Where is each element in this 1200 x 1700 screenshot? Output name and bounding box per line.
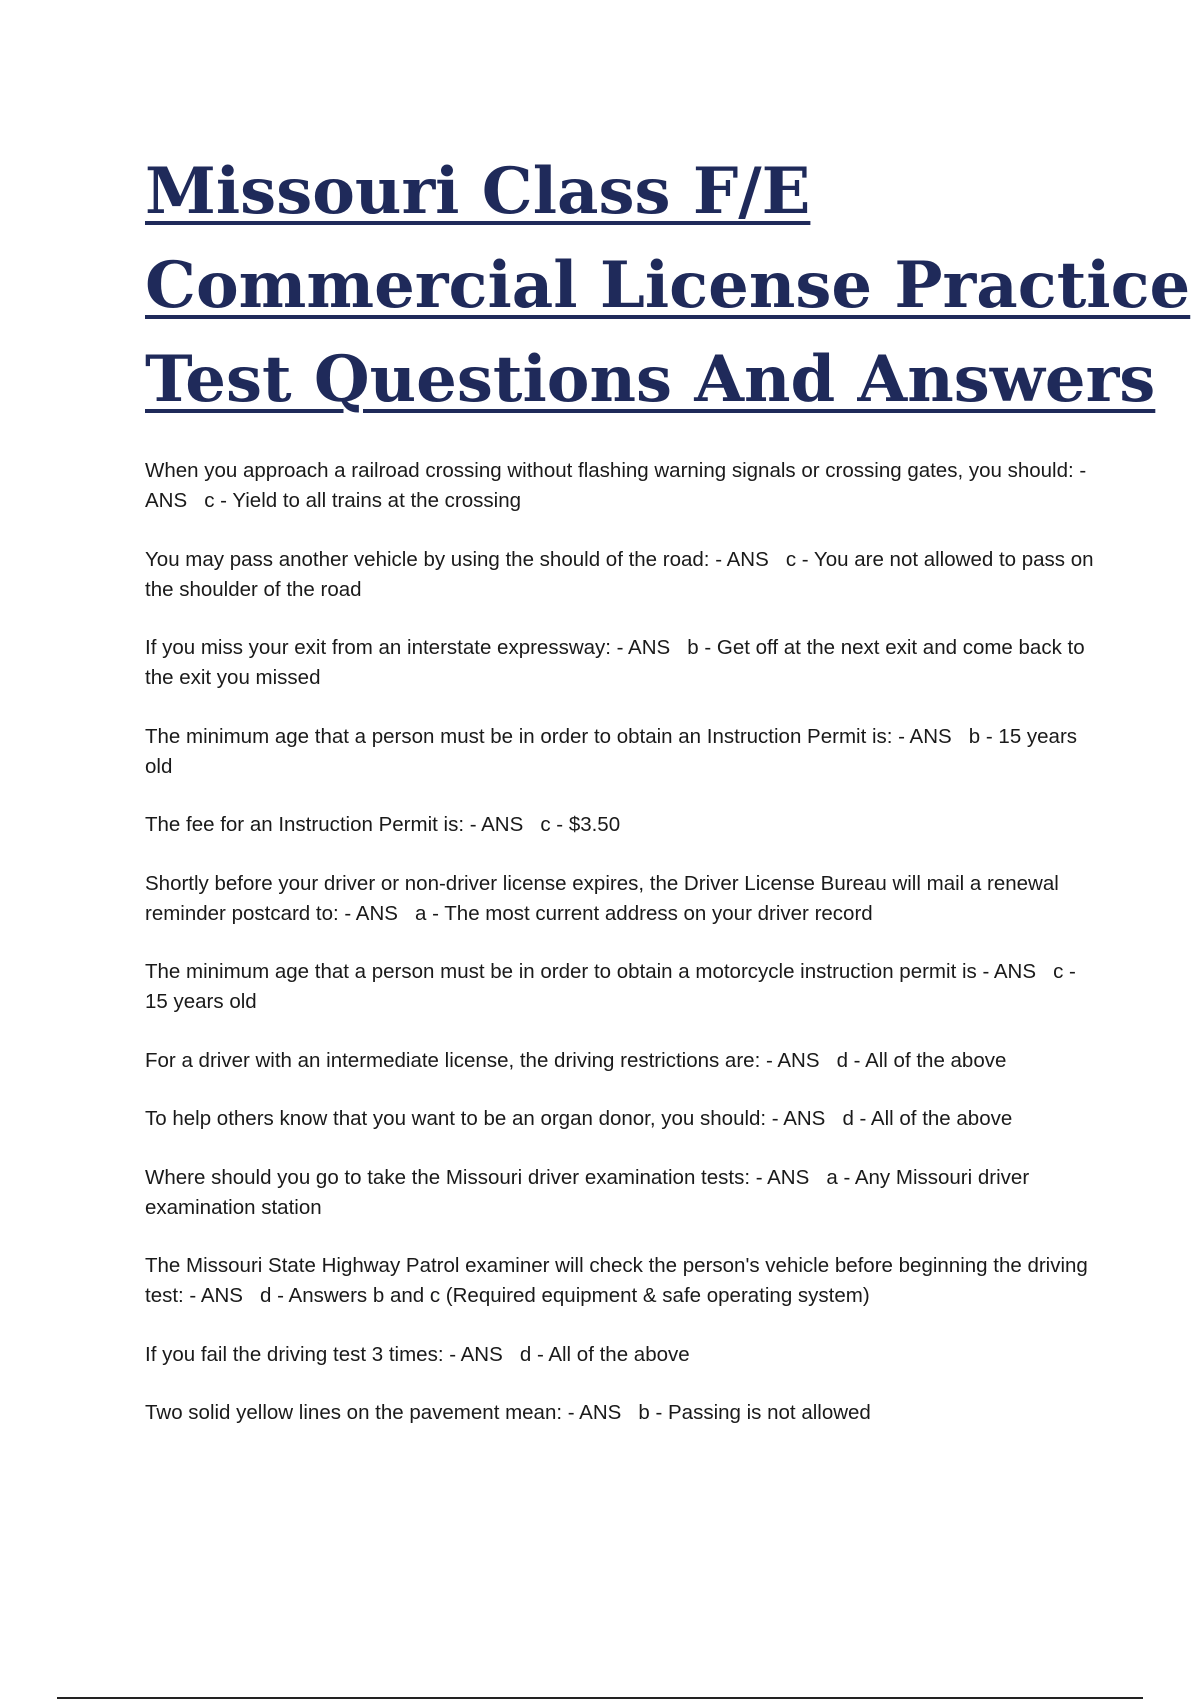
title-line-3: Test Questions And Answers — [145, 342, 1156, 417]
qa-item: The Missouri State Highway Patrol examiner will check the person's vehicle before beginning the driving test: - ANS d - Answers b and c (Required equipment & safe operating system) — [145, 1254, 1094, 1307]
document-title — [145, 145, 1191, 427]
qa-item: If you fail the driving test 3 times: - ANS d - All of the above — [145, 1342, 690, 1366]
qa-item: Two solid yellow lines on the pavement mean: - ANS b - Passing is not allowed — [145, 1401, 871, 1424]
qa-item: The minimum age that a person must be in order to obtain a motorcycle instruction permit is - ANS c - 15 years old — [145, 960, 1082, 1013]
qa-item: You may pass another vehicle by using the should of the road: - ANS c - You are not allowed to pass on the shoulder of the road — [145, 547, 1100, 601]
qa-item: For a driver with an intermediate license, the driving restrictions are: - ANS d - All of the above — [145, 1048, 1007, 1072]
footer-rule — [57, 1697, 1143, 1699]
qa-item: The fee for an Instruction Permit is: - ANS c - $3.50 — [145, 813, 621, 836]
question-answer-list — [145, 456, 1100, 1457]
qa-item: When you approach a railroad crossing without flashing warning signals or crossing gates, you should: - ANS c - Yield to all trains at the crossing — [145, 459, 1091, 512]
title-line-1: Missouri Class F/E — [145, 154, 811, 229]
qa-item: Shortly before your driver or non-driver license expires, the Driver License Bureau will mail a renewal reminder postcard to: - ANS a - The most current address on your driver record — [145, 871, 1065, 925]
qa-item: If you miss your exit from an interstate expressway: - ANS b - Get off at the next exit and come back to the exit you missed — [145, 636, 1091, 689]
qa-item: To help others know that you want to be an organ donor, you should: - ANS d - All of the above — [145, 1107, 1013, 1130]
qa-item: The minimum age that a person must be in order to obtain an Instruction Permit is: - ANS b - 15 years old — [145, 724, 1083, 778]
qa-item: Where should you go to take the Missouri driver examination tests: - ANS a - Any Missouri driver examination station — [145, 1165, 1035, 1219]
title-line-2: Commercial License Practice — [145, 248, 1191, 323]
